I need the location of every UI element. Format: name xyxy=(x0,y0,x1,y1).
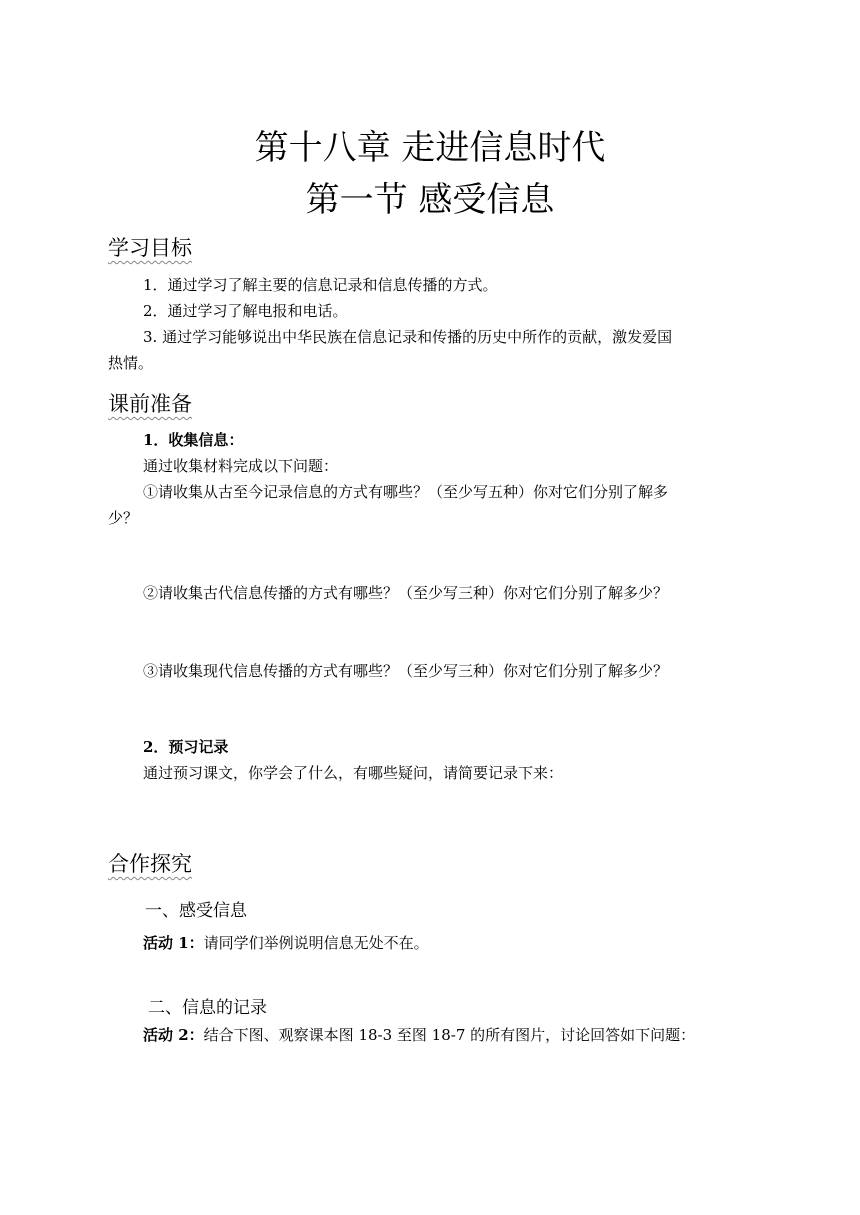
prep-question-1: ①请收集从古至今记录信息的方式有哪些？（至少写五种）你对它们分别了解多 xyxy=(143,483,669,501)
chapter-title: 第十八章 走进信息时代 xyxy=(254,128,606,168)
objectives-heading-text: 学习目标 xyxy=(108,236,192,260)
preparation-heading xyxy=(108,388,192,418)
cooperation-heading-text: 合作探究 xyxy=(108,852,192,876)
part2-title: 二、信息的记录 xyxy=(148,998,267,1018)
activity-2-label: 活动 2： xyxy=(143,1026,204,1044)
activity-2-text: 结合下图、观察课本图 18-3 至图 18-7 的所有图片，讨论回答如下问题： xyxy=(203,1026,696,1044)
objective-item-1: 1．通过学习了解主要的信息记录和信息传播的方式。 xyxy=(143,276,498,294)
prep-item2-text: 通过预习课文，你学会了什么，有哪些疑问，请简要记录下来： xyxy=(143,764,564,782)
activity-1-label: 活动 1： xyxy=(143,934,204,952)
cooperation-heading xyxy=(108,848,192,878)
prep-question-3: ③请收集现代信息传播的方式有哪些？（至少写三种）你对它们分别了解多少？ xyxy=(143,662,669,680)
prep-intro: 通过收集材料完成以下问题： xyxy=(143,457,339,475)
activity-2 xyxy=(143,1024,695,1046)
prep-item1-title: 1．收集信息： xyxy=(143,431,244,449)
preparation-heading-text: 课前准备 xyxy=(108,392,192,416)
prep-question-1-cont: 少？ xyxy=(108,509,139,527)
objectives-heading xyxy=(108,232,192,262)
objective-item-2: 2．通过学习了解电报和电话。 xyxy=(143,302,348,320)
part1-title: 一、感受信息 xyxy=(145,901,247,921)
objective-item-3-cont: 热情。 xyxy=(108,354,154,372)
activity-1 xyxy=(143,932,429,954)
prep-item2-title: 2．预习记录 xyxy=(143,738,229,756)
prep-question-2: ②请收集古代信息传播的方式有哪些？（至少写三种）你对它们分别了解多少？ xyxy=(143,584,669,602)
section-title: 第一节 感受信息 xyxy=(305,180,555,220)
activity-1-text: 请同学们举例说明信息无处不在。 xyxy=(203,934,429,952)
objective-item-3: 3. 通过学习能够说出中华民族在信息记录和传播的历史中所作的贡献，激发爱国 xyxy=(143,328,673,346)
